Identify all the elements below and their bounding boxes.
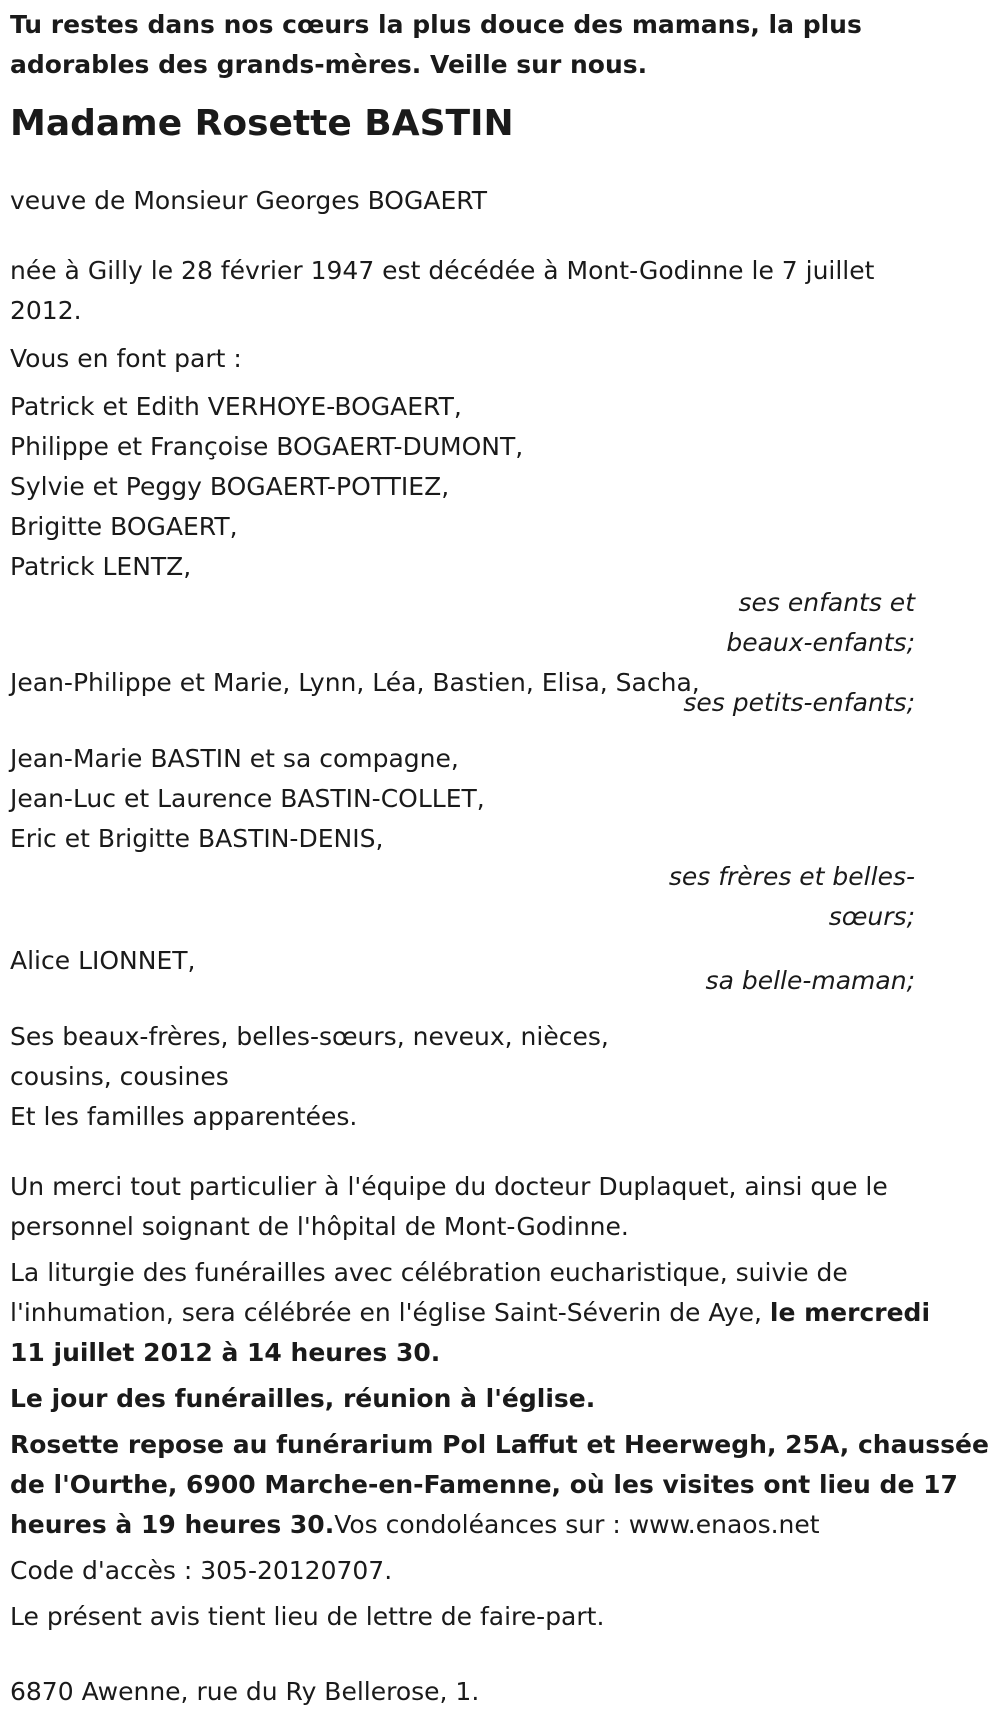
liturgy-paragraph <box>10 1253 931 1373</box>
family-member-line: Sylvie et Peggy BOGAERT-POTTIEZ, <box>10 472 450 501</box>
family-member-line: Brigitte BOGAERT, <box>10 512 238 541</box>
children-relation <box>10 583 915 663</box>
obituary-notice <box>10 0 989 1712</box>
family-member-line: Eric et Brigitte BASTIN-DENIS, <box>10 824 384 853</box>
relation-line: ses frères et belles- <box>668 862 915 891</box>
relation-line: ses petits-enfants; <box>683 688 915 717</box>
relation-line: sa belle-maman; <box>705 966 915 995</box>
deceased-name: Madame Rosette BASTIN <box>10 103 514 144</box>
mother-in-law-group <box>10 941 915 1001</box>
family-member-line: Patrick et Edith VERHOYE-BOGAERT, <box>10 392 462 421</box>
family-member-line: Alice LIONNET, <box>10 946 196 975</box>
extended-family-line: cousins, cousines <box>10 1062 229 1091</box>
liturgy-text: l'inhumation, sera célébrée en l'église Saint-Séverin de Aye, <box>10 1298 770 1327</box>
thanks-line: Un merci tout particulier à l'équipe du docteur Duplaquet, ainsi que le <box>10 1172 888 1201</box>
extended-family-line: Ses beaux-frères, belles-sœurs, neveux, nièces, <box>10 1022 609 1051</box>
liturgy-line: La liturgie des funérailles avec célébration eucharistique, suivie de <box>10 1258 848 1287</box>
notice-text: Le présent avis tient lieu de lettre de faire-part. <box>10 1602 605 1631</box>
children-group <box>10 387 915 663</box>
widow-of-text: veuve de Monsieur Georges BOGAERT <box>10 186 488 215</box>
siblings-relation <box>10 857 915 937</box>
liturgy-line <box>10 1293 931 1333</box>
thanks-line: personnel soignant de l'hôpital de Mont-Godinne. <box>10 1212 629 1241</box>
birth-death-text: née à Gilly le 28 février 1947 est décédée à Mont-Godinne le 7 juillet 2012. <box>10 256 875 325</box>
siblings-group <box>10 739 915 937</box>
relation-line: ses enfants et <box>738 588 915 617</box>
funeral-date-time: 11 juillet 2012 à 14 heures 30. <box>10 1338 441 1367</box>
relation-line: beaux-enfants; <box>726 628 915 657</box>
funeral-home-line: de l'Ourthe, 6900 Marche-en-Famenne, où les visites ont lieu de 17 <box>10 1470 958 1499</box>
funeral-home-paragraph <box>10 1425 989 1545</box>
meeting-text: Le jour des funérailles, réunion à l'église. <box>10 1384 596 1413</box>
motto-text: Tu restes dans nos cœurs la plus douce des mamans, la plus adorables des grands-mères. Veille sur nous. <box>10 10 862 79</box>
family-member-line: Jean-Marie BASTIN et sa compagne, <box>10 744 459 773</box>
address-text: 6870 Awenne, rue du Ry Bellerose, 1. <box>10 1677 480 1706</box>
extended-family <box>10 1017 915 1137</box>
family-member-line: Patrick LENTZ, <box>10 552 192 581</box>
access-code-text: Code d'accès : 305-20120707. <box>10 1556 393 1585</box>
relation-line: sœurs; <box>828 902 915 931</box>
condolences-text: Vos condoléances sur : www.enaos.net <box>334 1510 820 1539</box>
family-member-line: Philippe et Françoise BOGAERT-DUMONT, <box>10 432 524 461</box>
family-member-line: Jean-Philippe et Marie, Lynn, Léa, Bastien, Elisa, Sacha, <box>10 668 700 697</box>
extended-family-line: Et les familles apparentées. <box>10 1102 358 1131</box>
announce-text: Vous en font part : <box>10 344 242 373</box>
thanks-paragraph <box>10 1167 915 1247</box>
grandchildren-group <box>10 663 915 723</box>
family-member-line: Jean-Luc et Laurence BASTIN-COLLET, <box>10 784 485 813</box>
funeral-home-line: Rosette repose au funérarium Pol Laffut et Heerwegh, 25A, chaussée <box>10 1430 989 1459</box>
funeral-date: le mercredi <box>769 1298 931 1327</box>
visit-hours: heures à 19 heures 30. <box>10 1510 335 1539</box>
funeral-home-line <box>10 1505 915 1545</box>
